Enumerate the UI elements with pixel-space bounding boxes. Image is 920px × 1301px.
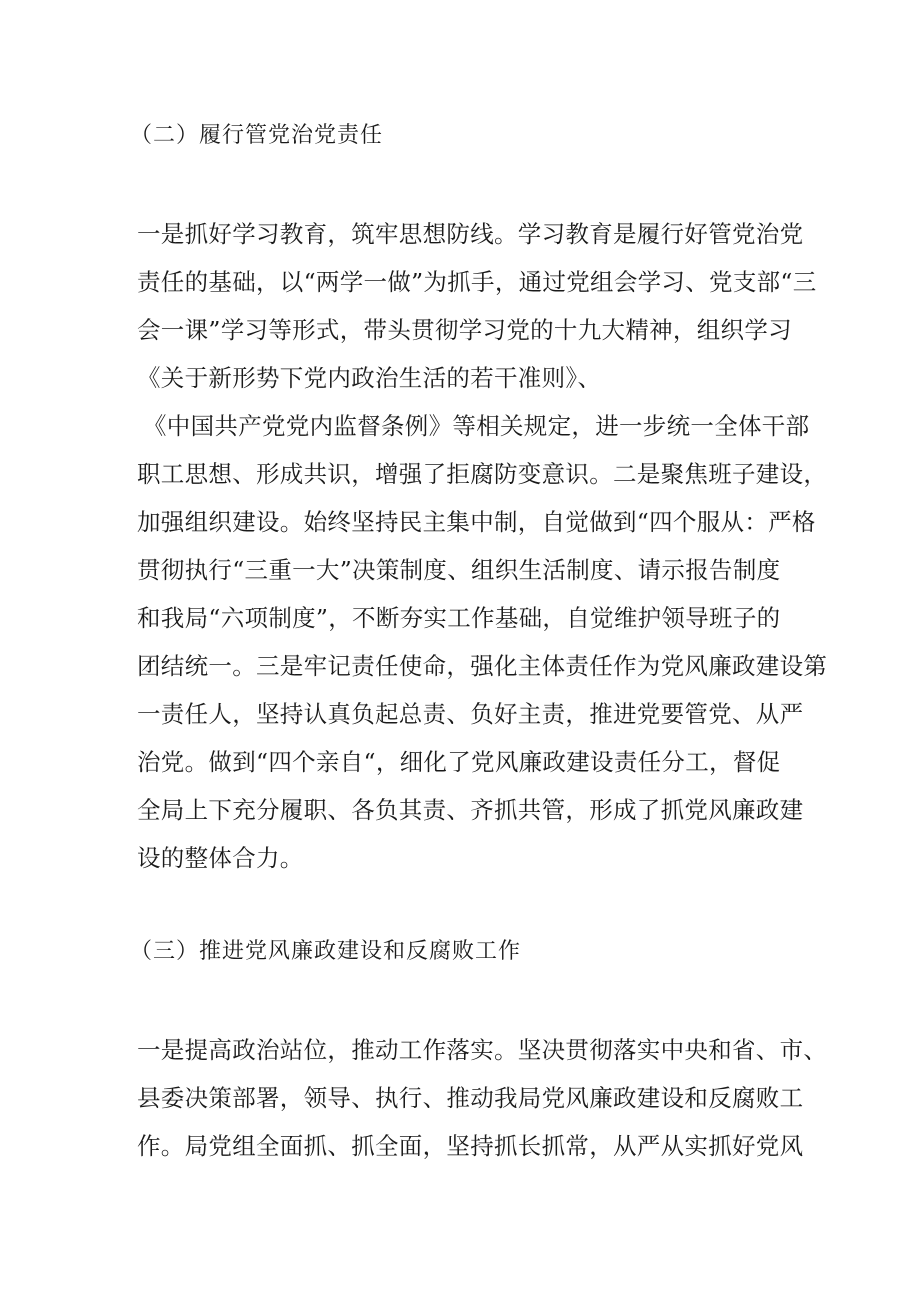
paragraph-line: 全局上下充分履职、各负其责、齐抓共管，形成了抓党风廉政建 bbox=[137, 796, 804, 824]
paragraph-line: 治党。做到“四个亲自“，细化了党风廉政建设责任分工，督促 bbox=[137, 748, 781, 776]
section-heading-2: （二）履行管党治党责任 bbox=[130, 123, 384, 148]
paragraph-line: 《关于新形势下党内政治生活的若干准则》、 bbox=[137, 364, 602, 392]
paragraph-line: 《中国共产党党内监督条例》等相关规定，进一步统一全体干部 bbox=[143, 412, 810, 440]
paragraph-line: 和我局“六项制度”，不断夯实工作基础，自觉维护领导班子的 bbox=[137, 604, 781, 632]
paragraph-line: 职工思想、形成共识，增强了拒腐防变意识。二是聚焦班子建设， bbox=[137, 460, 828, 488]
paragraph-line: 贯彻执行“三重一大”决策制度、组织生活制度、请示报告制度 bbox=[137, 556, 781, 584]
paragraph-line: 团结统一。三是牢记责任使命，强化主体责任作为党风廉政建设第 bbox=[137, 652, 828, 680]
paragraph-line: 会一课”学习等形式，带头贯彻学习党的十九大精神，组织学习 bbox=[137, 316, 792, 344]
paragraph-line: 一是提高政治站位，推动工作落实。坚决贯彻落实中央和省、市、 bbox=[137, 1036, 828, 1064]
paragraph-line: 县委决策部署，领导、执行、推动我局党风廉政建设和反腐败工 bbox=[137, 1084, 804, 1112]
paragraph-line: 加强组织建设。始终坚持民主集中制，自觉做到“四个服从：严格 bbox=[137, 508, 816, 536]
paragraph-line: 一是抓好学习教育，筑牢思想防线。学习教育是履行好管党治党 bbox=[137, 220, 804, 248]
paragraph-line: 作。局党组全面抓、抓全面，坚持抓长抓常，从严从实抓好党风 bbox=[137, 1132, 804, 1160]
paragraph-line: 一责任人，坚持认真负起总责、负好主责，推进党要管党、从严 bbox=[137, 700, 804, 728]
paragraph-line: 设的整体合力。 bbox=[137, 844, 304, 872]
section-heading-3: （三）推进党风廉政建设和反腐败工作 bbox=[130, 939, 522, 964]
paragraph-line: 责任的基础，以“两学一做”为抓手，通过党组会学习、党支部“三 bbox=[137, 268, 817, 296]
